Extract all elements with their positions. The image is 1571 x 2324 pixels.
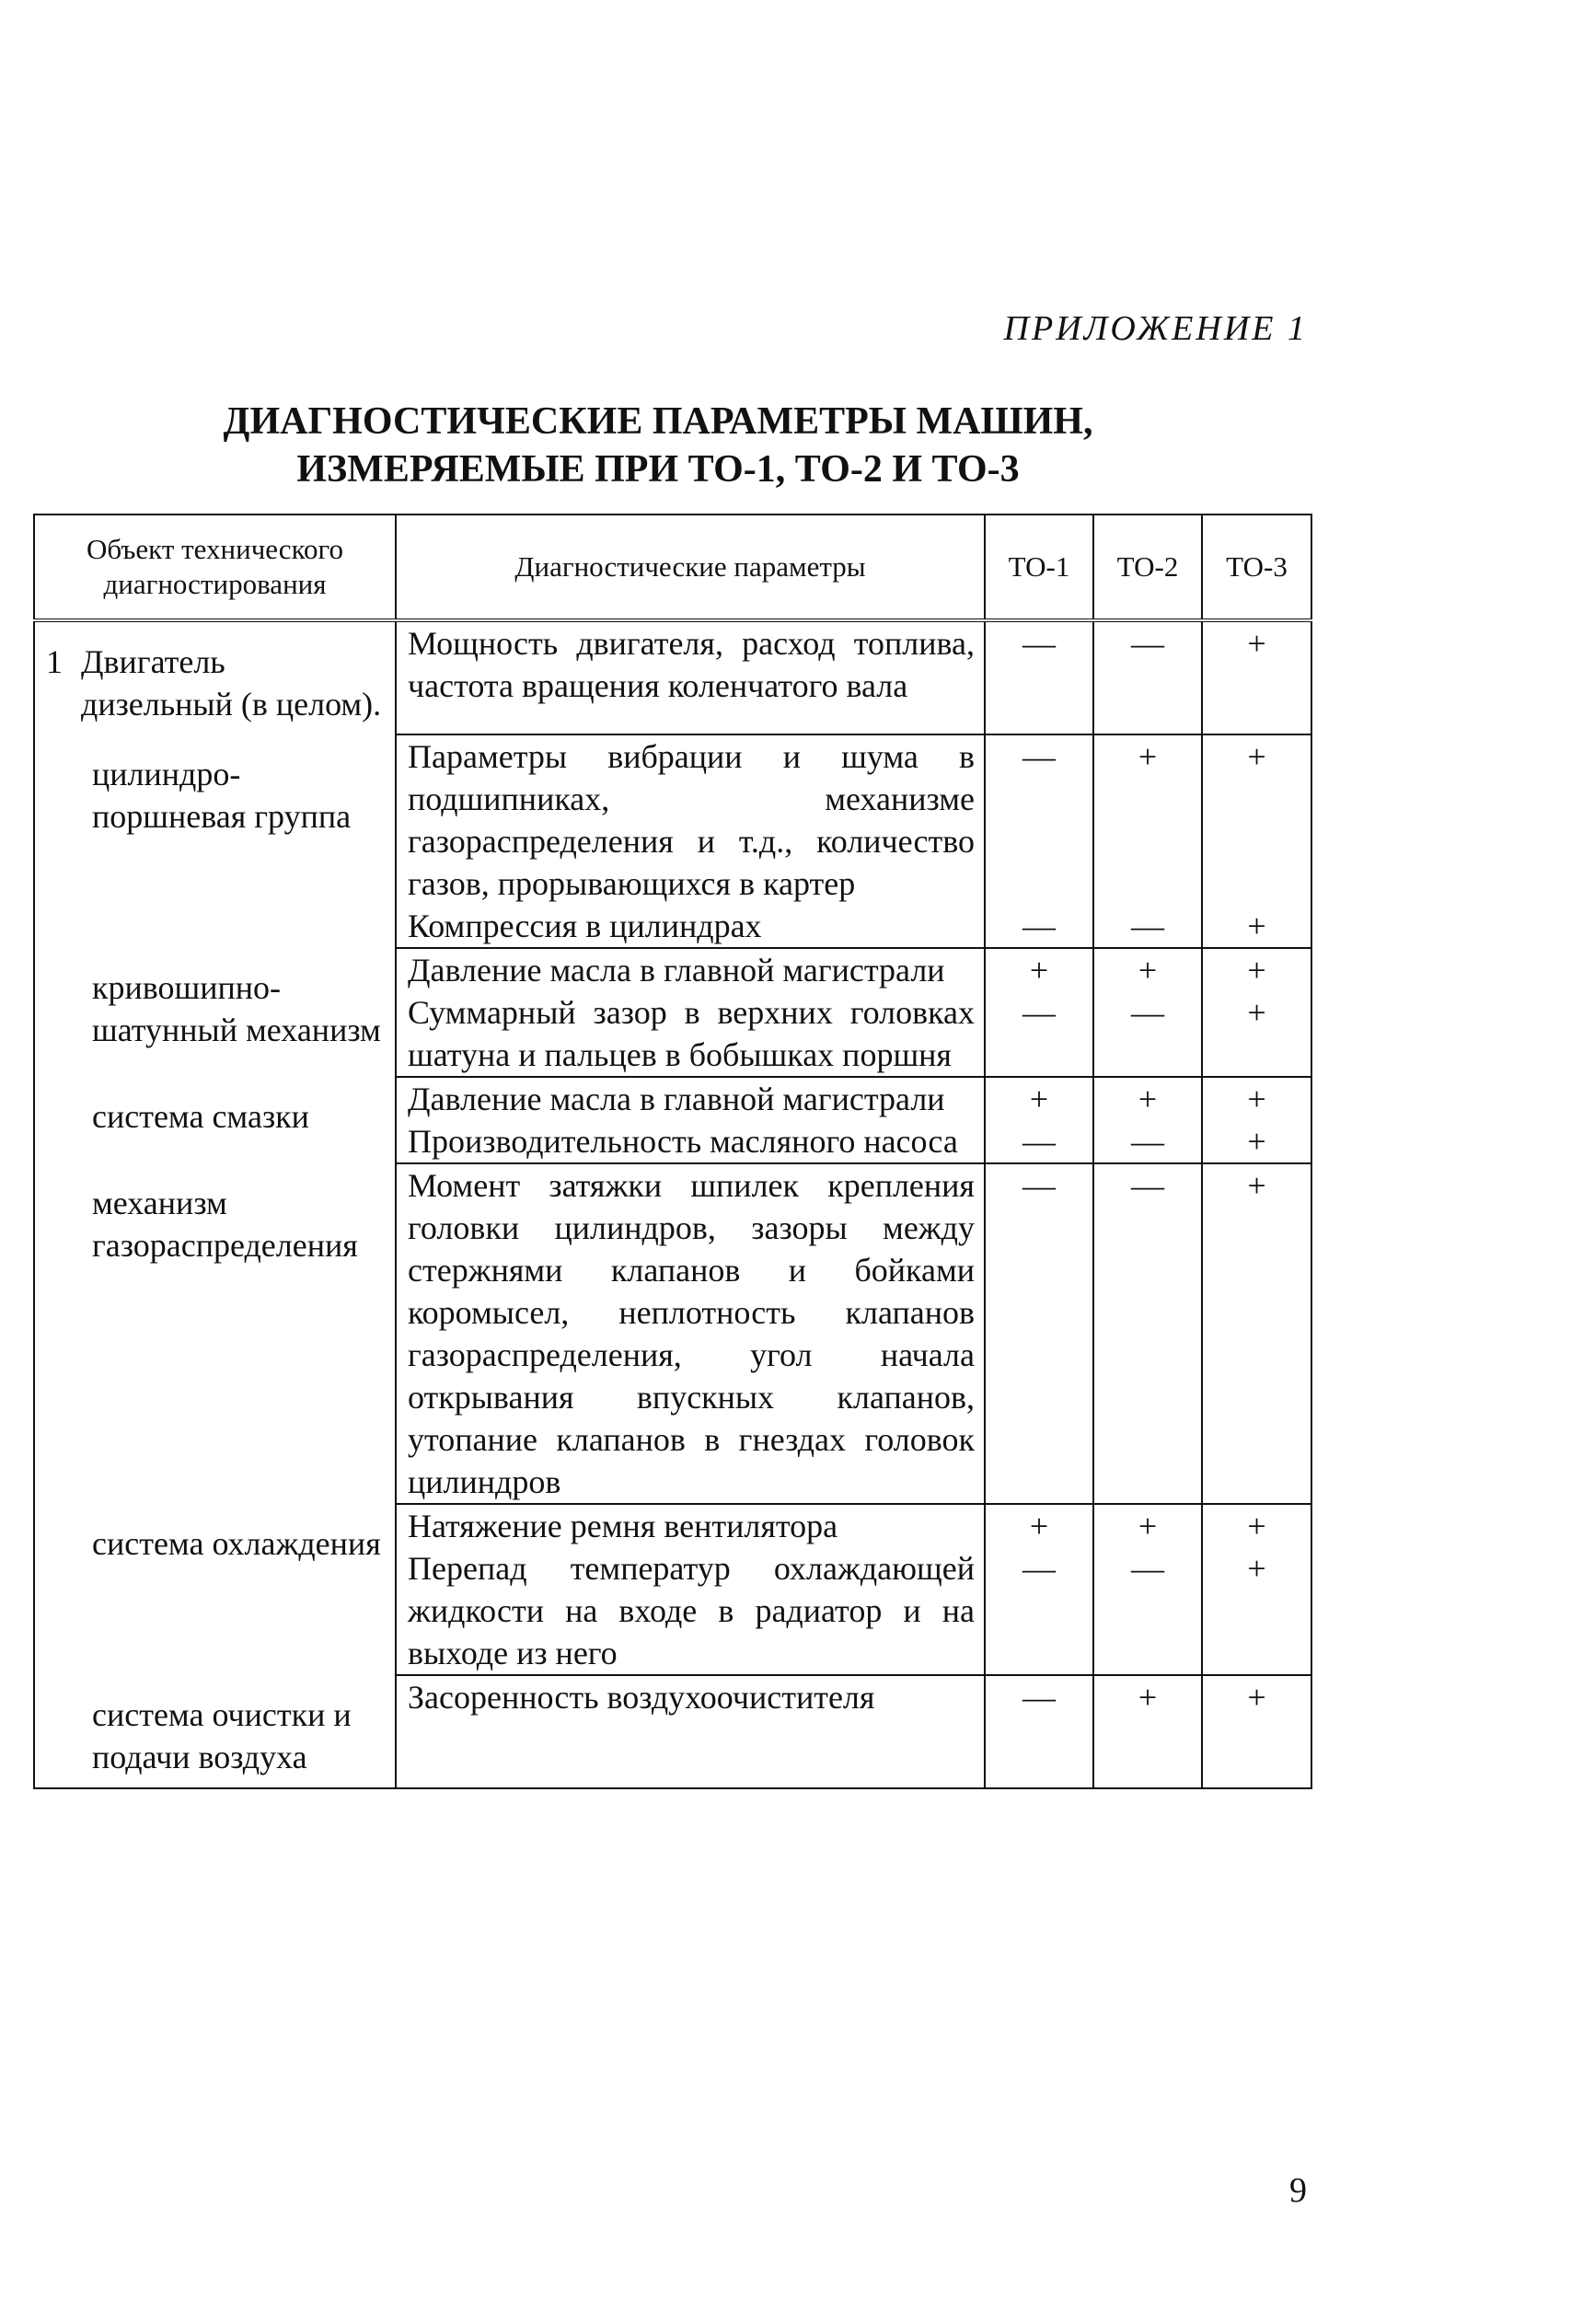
table-header-row [34,515,1311,620]
mark-cell-to1 [985,1504,1093,1675]
page-number: 9 [1289,2171,1307,2210]
header-to2: ТО-2 [1093,515,1202,620]
mark-to1: — [1022,738,1056,775]
table-row [34,948,1311,1077]
params-cell [396,620,985,734]
object-name: механизм газораспределения [92,1185,358,1264]
object-cell [34,1675,396,1788]
mark-to2: + [1138,1508,1158,1544]
parameter-text: Мощность двигателя, расход топлива, частота вращения коленчатого вала [408,625,975,704]
table-body [34,620,1311,1788]
page-title [0,398,1316,493]
mark-to3: + [1247,908,1266,944]
mark-to3: + [1247,1123,1266,1160]
mark-to1: — [1022,1167,1056,1204]
diagnostics-table [33,514,1312,1789]
mark-cell-to3 [1202,1163,1311,1504]
object-name: система очистки и подачи воздуха [92,1696,352,1775]
title-line-1: ДИАГНОСТИЧЕСКИЕ ПАРАМЕТРЫ МАШИН, [223,400,1093,443]
object-cell [34,1163,396,1504]
params-cell [396,1163,985,1504]
mark-cell-to2 [1093,1504,1202,1675]
mark-cell-to3 [1202,948,1311,1077]
mark-to2: — [1131,1550,1164,1587]
mark-to3: + [1247,1550,1266,1587]
mark-to1: + [1029,952,1049,989]
table-row [34,1163,1311,1504]
mark-to3: + [1247,1167,1266,1204]
mark-to1: — [1022,1123,1056,1160]
mark-to3: + [1247,1081,1266,1117]
params-cell [396,1077,985,1163]
params-cell [396,1675,985,1788]
mark-cell-to2 [1093,1077,1202,1163]
mark-cell-to3 [1202,620,1311,734]
table-row [34,1675,1311,1788]
mark-cell-to1 [985,948,1093,1077]
title-line-2: ИЗМЕРЯЕМЫЕ ПРИ ТО-1, ТО-2 И ТО-3 [296,448,1020,491]
mark-to1: — [1022,908,1056,944]
mark-to2: — [1131,908,1164,944]
mark-cell-to3 [1202,1077,1311,1163]
mark-cell-to2 [1093,1675,1202,1788]
mark-to3: + [1247,1679,1266,1716]
mark-to3: + [1247,994,1266,1031]
params-cell [396,734,985,948]
parameter-text: Натяжение ремня вентилятора [408,1508,838,1544]
header-to1: ТО-1 [985,515,1093,620]
mark-cell-to2 [1093,620,1202,734]
mark-cell-to3 [1202,1504,1311,1675]
object-cell [34,1077,396,1163]
mark-to3: + [1247,625,1266,662]
mark-to1: — [1022,1550,1056,1587]
object-name: кривошипно-шатунный механизм [92,969,381,1048]
object-name: цилиндро-поршневая группа [92,756,352,835]
header-object: Объект технического диагностирования [34,515,396,620]
mark-cell-to1 [985,1163,1093,1504]
mark-to2: — [1131,994,1164,1031]
mark-to1: + [1029,1508,1049,1544]
mark-to2: — [1131,1123,1164,1160]
mark-to2: + [1138,952,1158,989]
table-row [34,734,1311,948]
mark-to1: — [1022,1679,1056,1716]
mark-to1: — [1022,994,1056,1031]
object-name: система смазки [92,1098,309,1135]
object-name: Двигатель дизельный (в целом). [81,643,382,723]
parameter-text: Момент затяжки шпилек крепления головки цилиндров, зазоры между стержнями клапанов и бойками коромысел, неплотность клапанов газораспределения, угол начала открывания впускных клапанов, утопание клапанов в гнездах головок цилиндров [408,1167,975,1500]
object-name: система охлаждения [92,1525,381,1562]
table-row [34,1077,1311,1163]
object-number: 1 [46,643,63,680]
appendix-label: ПРИЛОЖЕНИЕ 1 [1003,309,1308,348]
mark-to2: + [1138,738,1158,775]
mark-cell-to2 [1093,948,1202,1077]
mark-to1: + [1029,1081,1049,1117]
object-cell [34,734,396,948]
mark-to2: + [1138,1679,1158,1716]
mark-cell-to3 [1202,734,1311,948]
parameter-text: Давление масла в главной магистрали [408,1081,945,1117]
mark-to2: — [1131,1167,1164,1204]
table-row [34,1504,1311,1675]
parameter-text: Компрессия в цилиндрах [408,908,762,944]
mark-cell-to1 [985,734,1093,948]
mark-to1: — [1022,625,1056,662]
mark-to2: + [1138,1081,1158,1117]
object-cell [34,948,396,1077]
mark-to3: + [1247,952,1266,989]
mark-cell-to2 [1093,1163,1202,1504]
mark-cell-to1 [985,1077,1093,1163]
mark-to3: + [1247,738,1266,775]
mark-cell-to1 [985,1675,1093,1788]
parameter-text: Засоренность воздухоочистителя [408,1679,875,1716]
mark-to2: — [1131,625,1164,662]
mark-cell-to2 [1093,734,1202,948]
object-cell [34,1504,396,1675]
table-row [34,620,1311,734]
parameter-text: Производительность масляного насоса [408,1123,958,1160]
parameter-text: Перепад температур охлаждающей жидкости на входе в радиатор и на выходе из него [408,1550,975,1671]
object-cell [34,620,396,734]
parameter-text: Давление масла в главной магистрали [408,952,945,989]
header-params: Диагностические параметры [396,515,985,620]
params-cell [396,948,985,1077]
parameter-text: Суммарный зазор в верхних головках шатуна и пальцев в бобышках поршня [408,994,975,1073]
params-cell [396,1504,985,1675]
header-to3: ТО-3 [1202,515,1311,620]
parameter-text: Параметры вибрации и шума в подшипниках, механизме газораспределения и т.д., количество газов, прорывающихся в картер [408,738,975,902]
mark-cell-to1 [985,620,1093,734]
mark-to3: + [1247,1508,1266,1544]
mark-cell-to3 [1202,1675,1311,1788]
